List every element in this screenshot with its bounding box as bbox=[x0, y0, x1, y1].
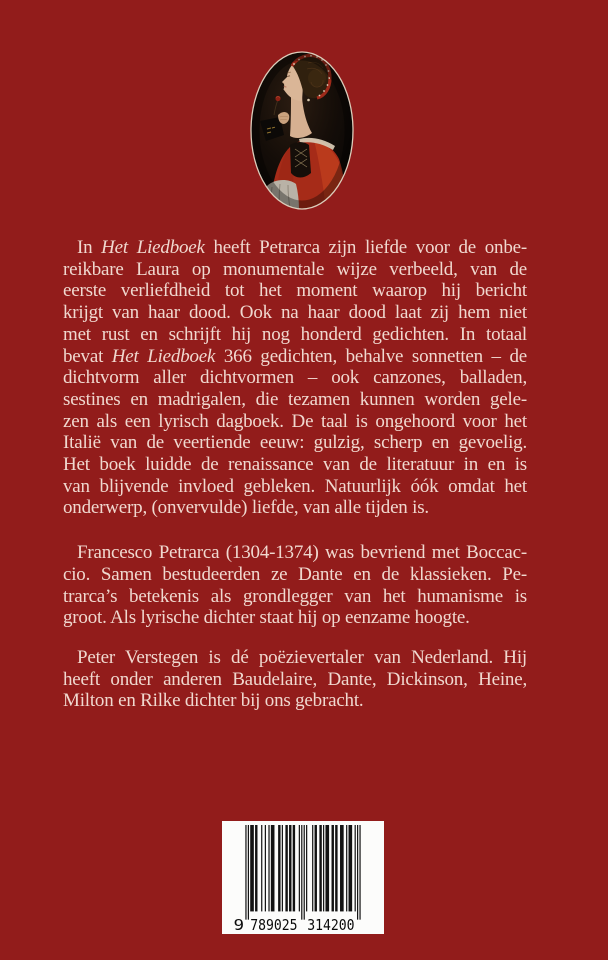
blurb-line: In Het Liedboek heeft Petrarca zijn liefde voor de onbe- bbox=[77, 237, 527, 258]
barcode-right-group: 314200 bbox=[307, 916, 355, 932]
blurb-line: reikbare Laura op monumentale wijze verbeeld, van de bbox=[63, 258, 527, 280]
blurb-line: Milton en Rilke dichter bij ons gebracht. bbox=[63, 690, 364, 712]
blurb-line: bevat Het Liedboek 366 gedichten, behalve sonnetten – de bbox=[63, 345, 527, 367]
blurb-line: cio. Samen bestudeerden ze Dante en de klassieken. Pe- bbox=[63, 563, 527, 585]
blurb-line: zen als een lyrisch dagboek. De taal is ongehoord voor het bbox=[63, 410, 527, 432]
blurb-line: Francesco Petrarca (1304-1374) was bevriend met Boccac- bbox=[77, 542, 527, 564]
blurb-line: met rust en schrijft hij nog honderd gedichten. In totaal bbox=[63, 323, 527, 345]
laura-portrait bbox=[250, 51, 354, 210]
blurb-line: Italië van de veertiende eeuw: gulzig, scherp en gevoelig. bbox=[63, 432, 527, 454]
blurb-line: dichtvorm aller dichtvormen – ook canzones, balladen, bbox=[63, 367, 527, 389]
blurb-line: heeft onder anderen Baudelaire, Dante, Dickinson, Heine, bbox=[63, 668, 527, 690]
blurb bbox=[63, 237, 527, 712]
blurb-line: trarca’s betekenis als grondlegger van het humanisme is bbox=[63, 585, 527, 607]
blurb-paragraph bbox=[63, 237, 527, 519]
barcode bbox=[222, 821, 384, 934]
blurb-line: eerste verliefdheid tot het moment waarop hij bericht bbox=[63, 280, 527, 302]
blurb-line: krijgt van haar dood. Ook na haar dood laat zij hem niet bbox=[63, 302, 527, 324]
blurb-line: van blijvende invloed gebleken. Natuurlijk óók omdat het bbox=[63, 475, 527, 497]
blurb-paragraph bbox=[63, 542, 527, 629]
blurb-paragraph bbox=[63, 647, 527, 712]
barcode-left-group: 789025 bbox=[250, 916, 298, 932]
barcode-digit-9: 9 bbox=[233, 916, 245, 932]
barcode-bars bbox=[245, 825, 360, 920]
blurb-line: Peter Verstegen is dé poëzievertaler van Nederland. Hij bbox=[77, 646, 527, 668]
blurb-line: onderwerp, (onvervulde) liefde, van alle tijden is. bbox=[63, 497, 429, 519]
blurb-line: sestines en madrigalen, die tezamen kunnen worden gele- bbox=[63, 388, 527, 410]
blurb-line: Het boek luidde de renaissance van de literatuur in en is bbox=[63, 454, 527, 476]
blurb-line: groot. Als lyrische dichter staat hij op eenzame hoogte. bbox=[63, 607, 470, 629]
